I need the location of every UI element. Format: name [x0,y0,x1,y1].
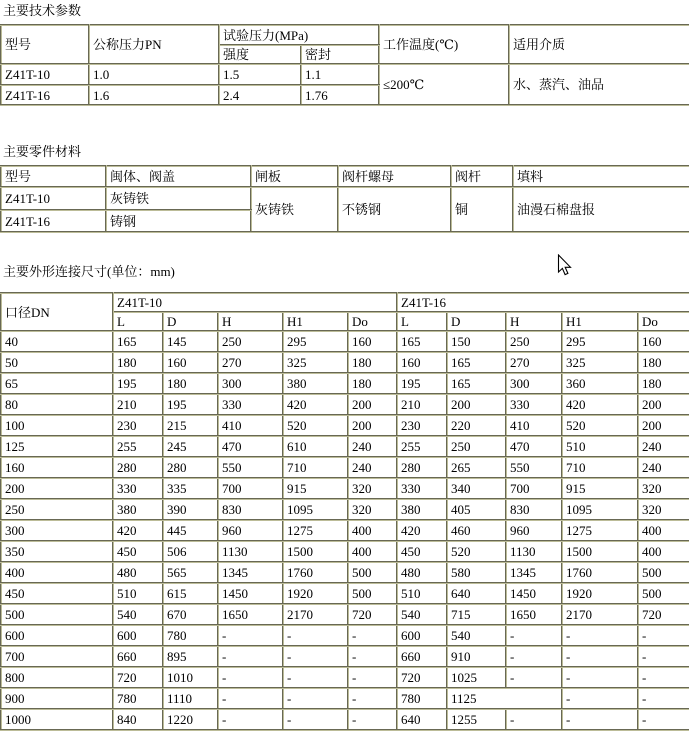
table-cell: - [348,646,397,667]
table-cell: 510 [562,436,638,457]
table-cell: 280 [113,457,163,478]
table-cell: 295 [283,331,348,352]
table-cell: 1130 [506,541,562,562]
table-cell: 420 [283,394,348,415]
table-cell: 1.76 [301,85,379,105]
table-cell: 1920 [283,583,348,604]
table-row [1,667,689,688]
table-cell: 340 [447,478,506,499]
table-cell: - [218,688,283,709]
table-cell: 口径DN [1,293,113,331]
table-cell: Z41T-10 [113,293,397,312]
table-cell: 445 [163,520,218,541]
table-cell: 65 [1,373,113,394]
table-cell: 320 [638,499,689,520]
table-cell: 520 [283,415,348,436]
table-cell: 320 [638,478,689,499]
table-cell: 660 [397,646,447,667]
table-row [1,499,689,520]
table-cell: 520 [562,415,638,436]
table-cell: 1255 [447,709,506,730]
table-cell: 1650 [506,604,562,625]
table-cell: 960 [218,520,283,541]
table-cell: 195 [113,373,163,394]
table-cell: D [163,312,218,331]
table-cell: 1.1 [301,64,379,85]
table-cell: 密封 [301,45,379,64]
table-cell: 1025 [447,667,506,688]
table-cell: 450 [397,541,447,562]
table-row [1,646,689,667]
table-cell: 阀杆螺母 [338,166,451,187]
table-cell: 180 [348,352,397,373]
table-cell: 480 [113,562,163,583]
table-cell: 420 [562,394,638,415]
table-cell: 填料 [513,166,689,187]
table-row [1,25,689,45]
table-cell: 250 [447,436,506,457]
table-row [1,415,689,436]
table-cell: 410 [218,415,283,436]
table-cell: 325 [283,352,348,373]
table-cell: 铸钢 [106,210,251,232]
table-cell: 40 [1,331,113,352]
table-cell: 1095 [283,499,348,520]
table-cell: 1095 [562,499,638,520]
table-cell: 300 [218,373,283,394]
table-cell: 450 [113,541,163,562]
table-cell: H [506,312,562,331]
table-cell: - [218,667,283,688]
table-cell: 540 [447,625,506,646]
table-cell: - [638,667,689,688]
table-cell: 1130 [218,541,283,562]
table-cell: 255 [397,436,447,457]
table-cell: 506 [163,541,218,562]
table-row [1,583,689,604]
table-cell: Z41T-10 [1,187,106,210]
table-cell: 700 [1,646,113,667]
table-cell: 180 [638,352,689,373]
table-cell: 200 [348,415,397,436]
table-cell: 390 [163,499,218,520]
table-cell: - [283,625,348,646]
table-cell: 200 [447,394,506,415]
table-cell: 500 [1,604,113,625]
table-cell: 165 [447,373,506,394]
table-cell: 500 [638,562,689,583]
table-cell: 150 [447,331,506,352]
table-cell: - [562,646,638,667]
table-cell: - [638,688,689,709]
table-cell: - [506,667,562,688]
table-row [1,541,689,562]
table-cell: 2.4 [219,85,301,105]
table-cell: 230 [113,415,163,436]
table-cell: 600 [113,625,163,646]
table-cell: 195 [163,394,218,415]
spec-page [0,3,689,736]
table-cell: 330 [218,394,283,415]
table-cell: 闸板 [251,166,338,187]
table-cell: 1450 [506,583,562,604]
table-cell: 780 [113,688,163,709]
table-row [1,352,689,373]
table-cell: 715 [447,604,506,625]
table-cell: - [506,709,562,730]
table-row [1,187,689,210]
table-cell: 470 [506,436,562,457]
table-cell: 公称压力PN [89,25,219,64]
table-cell: 220 [447,415,506,436]
table-cell: - [638,646,689,667]
table-cell: 1345 [218,562,283,583]
table-cell: 210 [397,394,447,415]
table-cell: 400 [638,541,689,562]
table-cell: 试验压力(MPa) [219,25,379,45]
table-cell: 550 [218,457,283,478]
table-cell: 闽体、阀盖 [106,166,251,187]
table-cell: 360 [562,373,638,394]
table-cell: 1920 [562,583,638,604]
table-cell: 1500 [562,541,638,562]
table-cell: 180 [163,373,218,394]
table-row [1,331,689,352]
table-cell: 160 [1,457,113,478]
table-cell: 960 [506,520,562,541]
table-cell: 165 [113,331,163,352]
table-cell: 1650 [218,604,283,625]
table-cell: 200 [348,394,397,415]
table-cell: 540 [113,604,163,625]
table-cell: Z41T-10 [1,64,89,85]
table-row [1,688,689,709]
tech-params-table [0,24,689,106]
table-cell: 180 [638,373,689,394]
table-cell: 330 [113,478,163,499]
table-cell: 160 [638,331,689,352]
table-cell: 640 [397,709,447,730]
table-cell: 720 [638,604,689,625]
table-cell: 600 [1,625,113,646]
table-row [1,625,689,646]
table-cell: 710 [562,457,638,478]
table-cell: - [562,688,638,709]
table-cell: 型号 [1,166,106,187]
table-cell: 380 [283,373,348,394]
table-cell: 700 [506,478,562,499]
table-cell: - [218,646,283,667]
table-cell: 215 [163,415,218,436]
table-cell: - [283,646,348,667]
table-cell: 610 [283,436,348,457]
table-cell: 250 [1,499,113,520]
table-cell: 500 [348,583,397,604]
table-cell: 240 [638,457,689,478]
table-cell: 380 [397,499,447,520]
table-cell: 240 [348,436,397,457]
table-cell: 255 [113,436,163,457]
table-row [1,457,689,478]
table-cell: 295 [562,331,638,352]
table-cell: 阀杆 [451,166,513,187]
table-cell: 400 [638,520,689,541]
table-cell: 1275 [283,520,348,541]
table-cell: 720 [397,667,447,688]
table-cell: 330 [506,394,562,415]
table-cell: - [218,625,283,646]
section-title-dimensions: 主要外形连接尺寸(单位：mm) [3,264,175,279]
table-cell: 670 [163,604,218,625]
table-cell: 1010 [163,667,218,688]
table-cell: 510 [113,583,163,604]
table-cell: 895 [163,646,218,667]
table-cell: 240 [348,457,397,478]
table-cell: 1500 [283,541,348,562]
table-cell: L [397,312,447,331]
table-cell: - [283,688,348,709]
table-cell: 195 [397,373,447,394]
table-cell: 660 [113,646,163,667]
table-cell: 1110 [163,688,218,709]
table-cell: - [638,709,689,730]
table-row [1,166,689,187]
materials-table [0,165,689,233]
table-cell: 580 [447,562,506,583]
table-cell: Z41T-16 [397,293,689,312]
table-cell: 灰铸铁 [106,187,251,210]
table-cell: - [562,667,638,688]
table-cell: 600 [397,625,447,646]
table-cell: 灰铸铁 [251,187,338,232]
table-cell: 1275 [562,520,638,541]
table-cell: 280 [163,457,218,478]
table-cell: H1 [283,312,348,331]
table-cell: 450 [1,583,113,604]
table-cell: 1220 [163,709,218,730]
table-cell: 720 [113,667,163,688]
table-cell: 900 [1,688,113,709]
table-cell: H1 [562,312,638,331]
table-cell: 500 [348,562,397,583]
table-cell: 500 [638,583,689,604]
table-cell: 油漫石棉盘报 [513,187,689,232]
table-cell: - [348,625,397,646]
table-cell: 780 [163,625,218,646]
table-cell: Do [638,312,689,331]
table-row [1,520,689,541]
table-cell: 330 [397,478,447,499]
table-cell: 250 [218,331,283,352]
table-cell: 100 [1,415,113,436]
table-cell: 280 [397,457,447,478]
table-cell: 1125 [447,688,562,709]
table-row [1,436,689,457]
table-cell: 2170 [283,604,348,625]
table-cell: Z41T-16 [1,210,106,232]
table-cell: - [562,625,638,646]
table-cell: 210 [113,394,163,415]
table-row [1,562,689,583]
table-cell: 270 [218,352,283,373]
table-cell: 工作温度(℃) [379,25,509,64]
dimensions-table [0,292,689,731]
table-row [1,478,689,499]
table-cell: D [447,312,506,331]
table-cell: - [506,646,562,667]
section-title-materials: 主要零件材料 [3,144,82,159]
table-cell: 400 [348,541,397,562]
table-cell: 615 [163,583,218,604]
table-cell: 240 [638,436,689,457]
table-cell: 460 [447,520,506,541]
table-cell: 265 [447,457,506,478]
table-cell: 325 [562,352,638,373]
table-cell: - [348,709,397,730]
table-cell: Do [348,312,397,331]
table-cell: 540 [397,604,447,625]
table-cell: 1.0 [89,64,219,85]
table-cell: 565 [163,562,218,583]
table-cell: 700 [218,478,283,499]
table-cell: 强度 [219,45,301,64]
table-cell: 250 [506,331,562,352]
table-cell: 410 [506,415,562,436]
table-cell: 不锈钢 [338,187,451,232]
table-cell: 470 [218,436,283,457]
table-cell: 420 [397,520,447,541]
table-cell: - [348,667,397,688]
table-cell: 420 [113,520,163,541]
table-cell: - [283,667,348,688]
table-cell: 915 [562,478,638,499]
table-cell: 300 [506,373,562,394]
table-row [1,293,689,312]
table-cell: 160 [163,352,218,373]
table-cell: 1345 [506,562,562,583]
table-cell: 830 [218,499,283,520]
table-cell: 270 [506,352,562,373]
table-cell: 180 [348,373,397,394]
table-row [1,709,689,730]
table-cell: 840 [113,709,163,730]
table-cell: 710 [283,457,348,478]
table-cell: 550 [506,457,562,478]
table-cell: 1760 [562,562,638,583]
table-cell: 1760 [283,562,348,583]
table-cell: 720 [348,604,397,625]
table-cell: 510 [397,583,447,604]
table-cell: 160 [348,331,397,352]
table-cell: - [506,625,562,646]
table-row [1,394,689,415]
table-cell: - [218,709,283,730]
table-cell: 200 [638,394,689,415]
table-cell: 水、蒸汽、油品 [509,64,689,105]
table-cell: 80 [1,394,113,415]
table-cell: 300 [1,520,113,541]
table-cell: H [218,312,283,331]
table-cell: 200 [638,415,689,436]
table-cell: ≤200℃ [379,64,509,105]
table-cell: 350 [1,541,113,562]
table-cell: 640 [447,583,506,604]
table-cell: - [562,709,638,730]
table-cell: 230 [397,415,447,436]
table-cell: 335 [163,478,218,499]
table-cell: 480 [397,562,447,583]
table-cell: Z41T-16 [1,85,89,105]
table-cell: 380 [113,499,163,520]
table-cell: 180 [113,352,163,373]
table-cell: 145 [163,331,218,352]
table-cell: - [283,709,348,730]
table-cell: 1450 [218,583,283,604]
table-cell: 400 [348,520,397,541]
table-row [1,64,689,85]
table-cell: L [113,312,163,331]
table-cell: 320 [348,478,397,499]
table-cell: - [348,688,397,709]
table-cell: 830 [506,499,562,520]
table-cell: 1.6 [89,85,219,105]
table-cell: 适用介质 [509,25,689,64]
table-cell: 50 [1,352,113,373]
table-cell: 1000 [1,709,113,730]
table-cell: 1.5 [219,64,301,85]
table-cell: 520 [447,541,506,562]
table-row [1,604,689,625]
table-cell: 780 [397,688,447,709]
table-cell: 910 [447,646,506,667]
table-cell: 320 [348,499,397,520]
table-cell: 2170 [562,604,638,625]
table-cell: 165 [447,352,506,373]
table-row [1,373,689,394]
table-cell: 200 [1,478,113,499]
table-cell: 165 [397,331,447,352]
table-cell: 800 [1,667,113,688]
table-cell: 型号 [1,25,89,64]
table-cell: 400 [1,562,113,583]
table-cell: - [638,625,689,646]
table-cell: 125 [1,436,113,457]
table-cell: 245 [163,436,218,457]
table-cell: 160 [397,352,447,373]
section-title-tech-params: 主要技术参数 [3,3,82,18]
table-cell: 915 [283,478,348,499]
table-cell: 铜 [451,187,513,232]
table-cell: 405 [447,499,506,520]
